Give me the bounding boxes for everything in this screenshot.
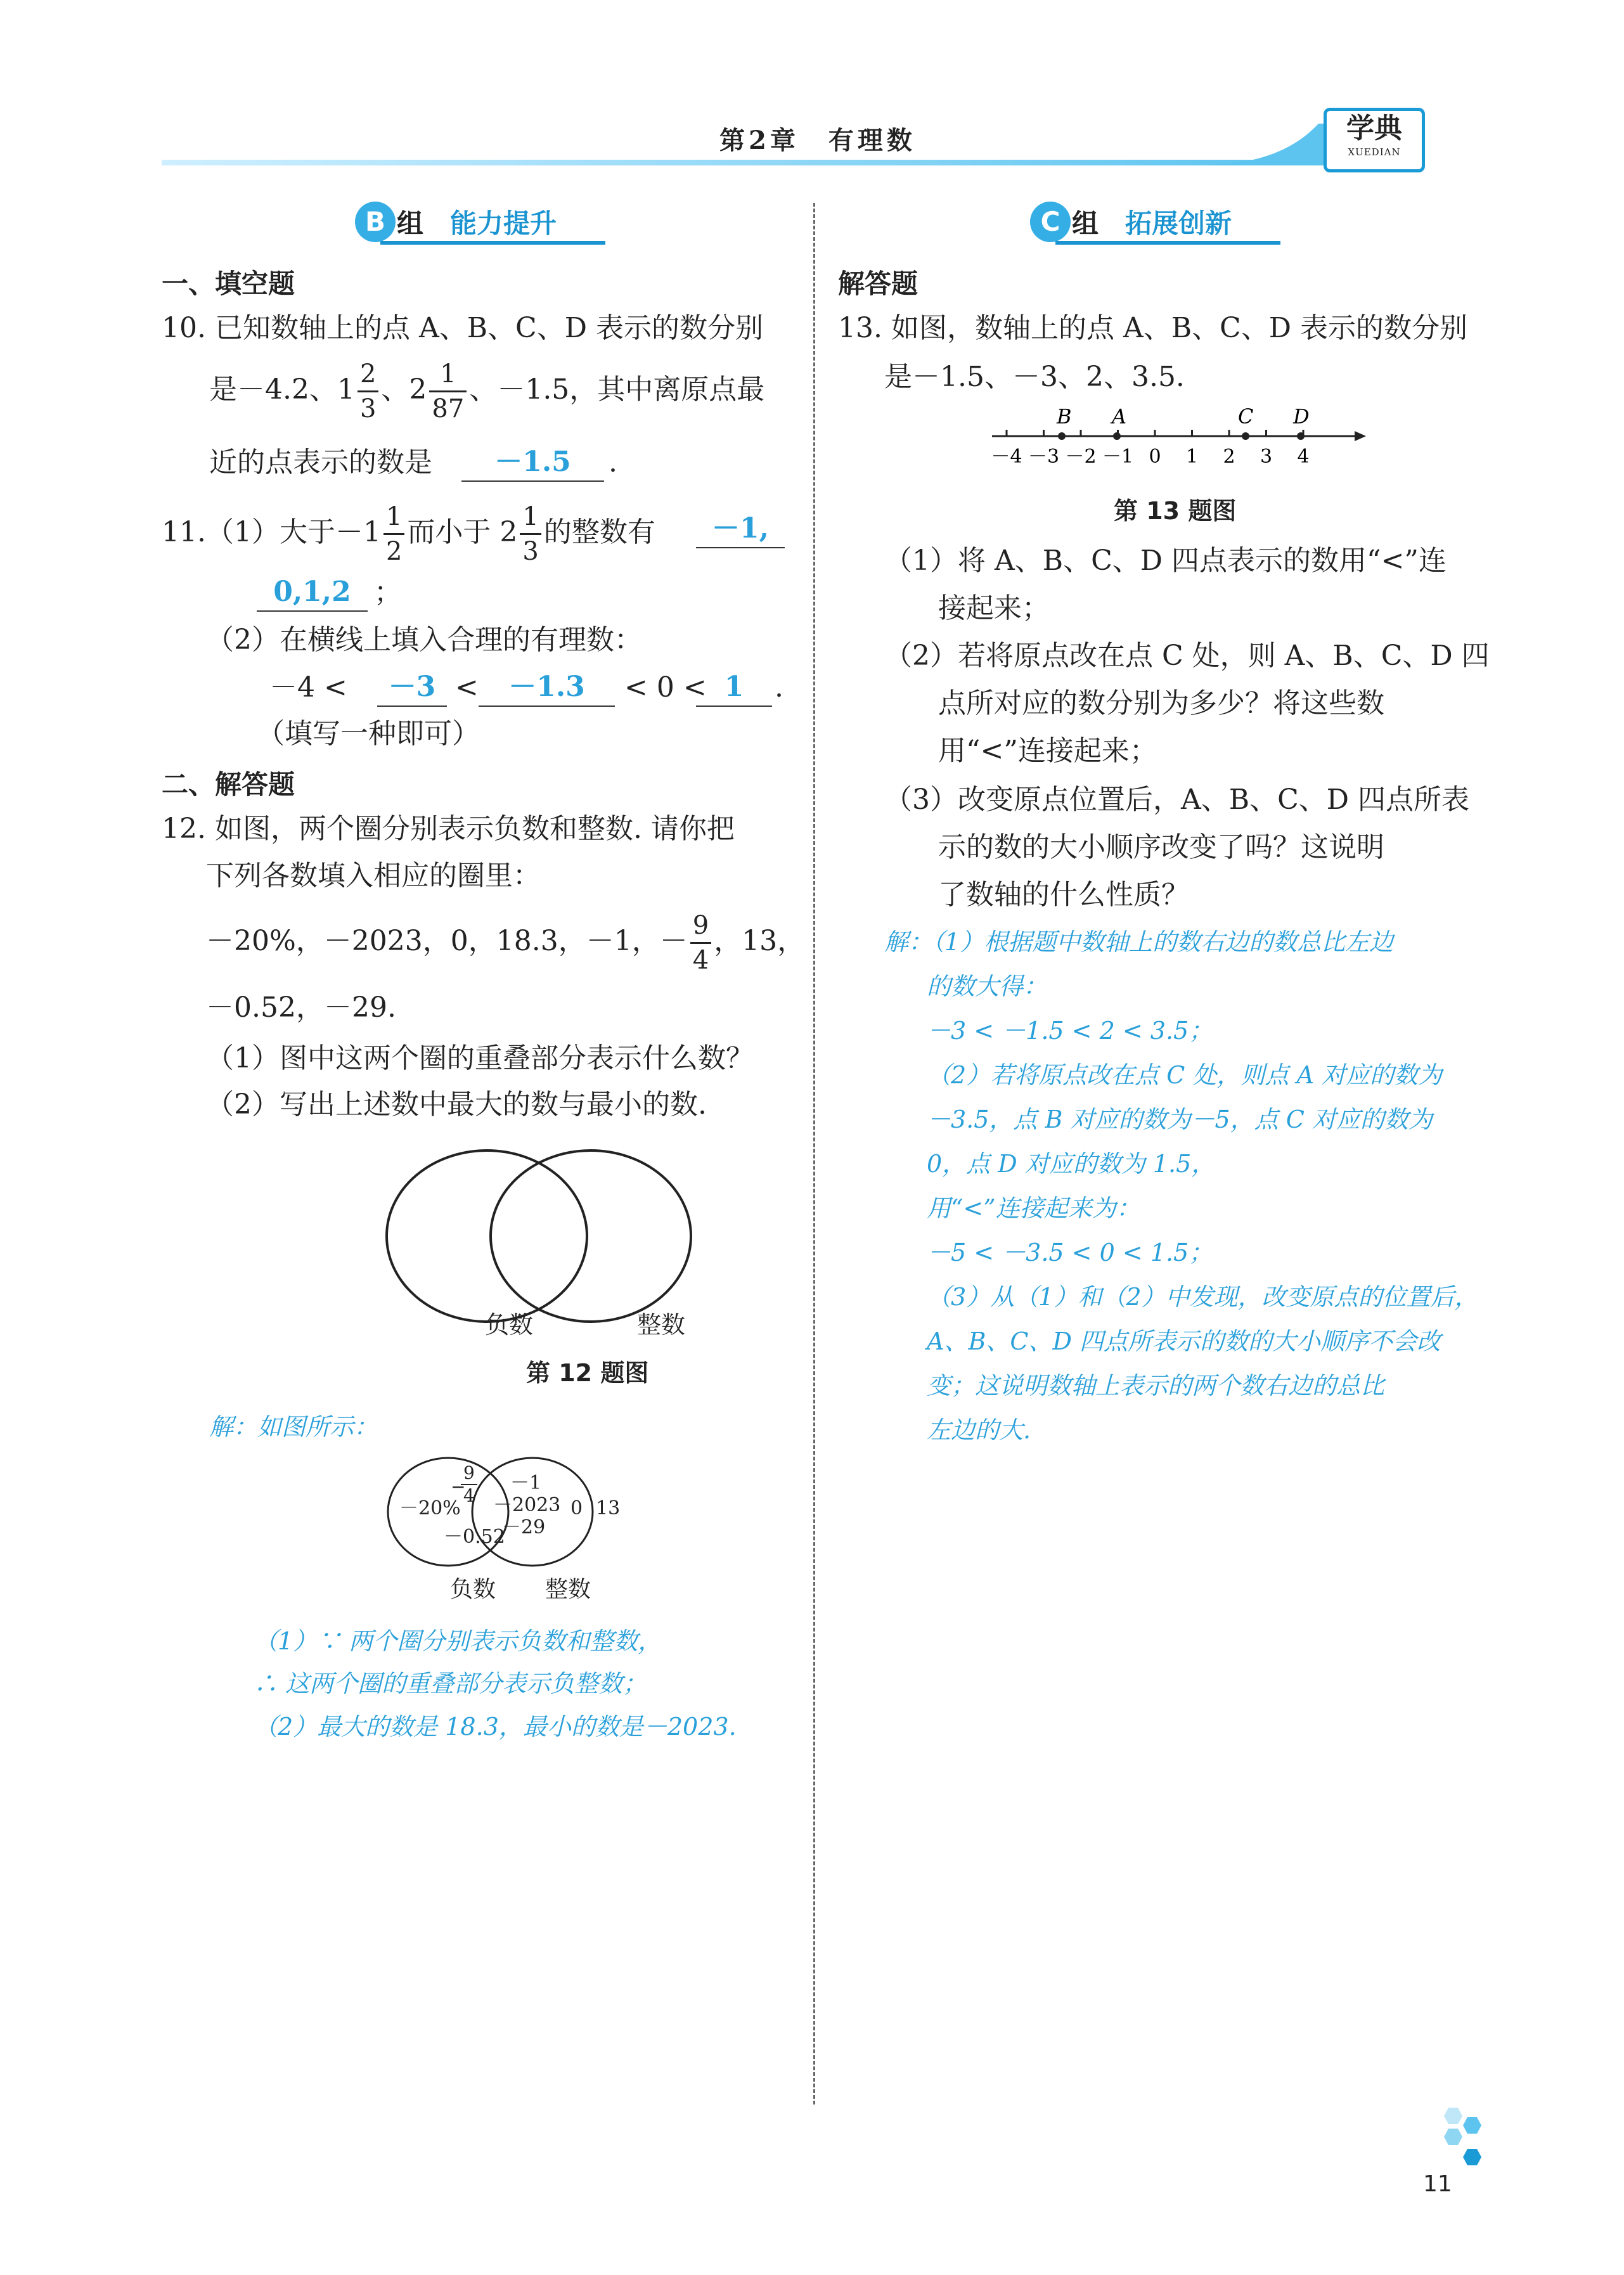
sol13-line-11: 左边的大.: [927, 1416, 1031, 1444]
venn-ans-m2023: －2023: [493, 1494, 561, 1516]
venn-ans-m1: －1: [510, 1472, 542, 1494]
header-rule: [162, 160, 1353, 165]
q12-line2: 下列各数填入相应的圈里：: [206, 860, 541, 892]
sol13-line-6: 用“<”连接起来为：: [927, 1194, 1140, 1222]
q13-line2: 是－1.5、－3、2、3.5.: [884, 361, 1185, 393]
tick-label: －1: [1102, 446, 1134, 468]
figure-12-caption: 第 12 题图: [526, 1359, 649, 1387]
venn-ans-frac: − 9 4: [461, 1464, 477, 1505]
point-D: [1297, 432, 1305, 440]
sol13-line-5: 0，点 D 对应的数为 1.5，: [927, 1150, 1216, 1178]
point-C: [1242, 432, 1249, 440]
label-D: D: [1293, 404, 1310, 429]
sol12-line2: ∴ 这两个圈的重叠部分表示负整数；: [254, 1670, 647, 1698]
tick-label: 1: [1185, 446, 1199, 468]
venn-ans-label-integer: 整数: [545, 1576, 591, 1602]
q11-answer-part1: －1,: [696, 510, 785, 548]
sol13-line-3: （2）若将原点改在点 C 处，则点 A 对应的数为: [927, 1061, 1443, 1089]
q11-p1: －4 <: [269, 671, 347, 704]
q11-answer-a3: 1: [696, 669, 772, 707]
fill-blank-heading: 一、填空题: [162, 268, 295, 299]
sol12-head: 解：如图所示：: [209, 1413, 378, 1441]
venn-ans-m29: －29: [502, 1516, 546, 1538]
q11-p4: .: [775, 671, 783, 704]
q13-s1b: 接起来；: [938, 592, 1050, 624]
q12-line6: （2）写出上述数中最大的数与最小的数.: [206, 1088, 707, 1121]
point-A: [1113, 432, 1121, 440]
sol13-line-0: 解：（1）根据题中数轴上的数右边的数总比左边: [884, 928, 1394, 956]
venn-label-negative: 负数: [485, 1311, 534, 1339]
venn-ans-13: 13: [596, 1497, 621, 1519]
q11-answer-part2: 0,1,2: [257, 574, 368, 612]
q13-s1: （1）将 A、B、C、D 四点表示的数用“<”连: [884, 545, 1447, 577]
venn-ans-label-negative: 负数: [450, 1576, 496, 1602]
page-number: 11: [1423, 2171, 1452, 2197]
section-b-heading: B 组 能力提升: [355, 202, 609, 242]
venn-ans-n052: －0.52: [444, 1526, 505, 1548]
label-A: A: [1112, 404, 1127, 429]
solve-heading: 二、解答题: [162, 769, 295, 800]
q13-s2: （2）若将原点改在点 C 处，则 A、B、C、D 四: [884, 640, 1490, 672]
q11-line5: （填写一种即可）: [257, 718, 480, 750]
q11-p2: <: [455, 671, 479, 704]
tick-label: 3: [1260, 446, 1273, 468]
sol12-line3: （2）最大的数是 18.3，最小的数是－2023.: [254, 1713, 737, 1741]
sol13-line-8: （3）从（1）和（2）中发现，改变原点的位置后，: [927, 1283, 1479, 1311]
section-c-heading: C 组 拓展创新: [1030, 202, 1284, 242]
label-B: B: [1057, 404, 1072, 429]
q13-s3c: 了数轴的什么性质？: [938, 879, 1189, 911]
sol13-line-2: －3 < －1.5 < 2 < 3.5；: [927, 1017, 1213, 1045]
q13-line1: 13. 如图，数轴上的点 A、B、C、D 表示的数分别: [838, 312, 1467, 344]
q13-s3: （3）改变原点位置后，A、B、C、D 四点所表: [884, 783, 1470, 816]
column-divider: [813, 203, 815, 2104]
sol13-line-10: 变；这说明数轴上表示的两个数右边的总比: [927, 1372, 1385, 1400]
sol13-line-1: 的数大得：: [927, 972, 1048, 1000]
q12-line4: －0.52，－29.: [206, 991, 396, 1024]
q11-answer-a2: －1.3: [479, 669, 615, 707]
hexagon-decoration: [1429, 2104, 1499, 2174]
label-C: C: [1238, 404, 1254, 429]
point-B: [1058, 432, 1066, 440]
brand-logo: 学典 XUEDIAN: [1324, 108, 1425, 172]
q11-line3: （2）在横线上填入合理的有理数：: [206, 624, 642, 656]
tick-label: 0: [1149, 446, 1161, 468]
sol12-line1: （1）∵ 两个圈分别表示负数和整数，: [254, 1627, 662, 1655]
q10-end: .: [609, 446, 617, 479]
venn-figure-12: [380, 1135, 799, 1331]
figure-13-caption: 第 13 题图: [1114, 497, 1237, 525]
chapter-title: 第2章 有理数: [719, 126, 916, 155]
venn-ans-n20: －20%: [399, 1497, 461, 1519]
q13-s3b: 示的数的大小顺序改变了吗？这说明: [938, 831, 1384, 863]
venn-ans-0: 0: [570, 1497, 583, 1519]
q13-s2c: 用“<”连接起来；: [938, 735, 1157, 767]
number-line-figure-13: [976, 396, 1369, 479]
tick-label: 4: [1297, 446, 1310, 468]
tick-label: －4: [991, 446, 1022, 468]
sol13-line-7: －5 < －3.5 < 0 < 1.5；: [927, 1239, 1213, 1266]
right-solve-heading: 解答题: [838, 268, 918, 299]
q13-s2b: 点所对应的数分别为多少？将这些数: [938, 687, 1384, 719]
q10-answer: －1.5: [461, 444, 604, 482]
q10-line2: 是－4.2、1 $\frac{2}{3}$ 、2 $\frac{1}{87}$ 、－1.5，其中离原点最: [209, 359, 765, 423]
q12-line5: （1）图中这两个圈的重叠部分表示什么数？: [206, 1042, 754, 1074]
q11-p3: < 0 <: [624, 671, 707, 704]
sol13-line-9: A、B、C、D 四点所表示的数的大小顺序不会改: [927, 1327, 1441, 1355]
q10-line1: 10. 已知数轴上的点 A、B、C、D 表示的数分别: [162, 312, 763, 344]
q11-line1: 11.（1）大于－1 $\frac{1}{2}$ 而小于 2 $\frac{1}{3}$ 的整数有: [162, 502, 655, 566]
q12-line1: 12. 如图，两个圈分别表示负数和整数. 请你把: [162, 813, 735, 845]
q10-line3: 近的点表示的数是: [209, 446, 432, 479]
tick-label: 2: [1223, 446, 1235, 468]
q12-line3: －20%，－2023，0，18.3，－1，－ $\frac{9}{4}$ ，13，: [206, 911, 806, 975]
sol13-line-4: －3.5，点 B 对应的数为－5，点 C 对应的数为: [927, 1105, 1433, 1133]
tick-label: －3: [1028, 446, 1060, 468]
venn-label-integer: 整数: [637, 1311, 686, 1339]
q11-answer-a1: －3: [377, 669, 447, 707]
q11-semicolon: ；: [374, 576, 402, 609]
tick-label: －2: [1065, 446, 1097, 468]
